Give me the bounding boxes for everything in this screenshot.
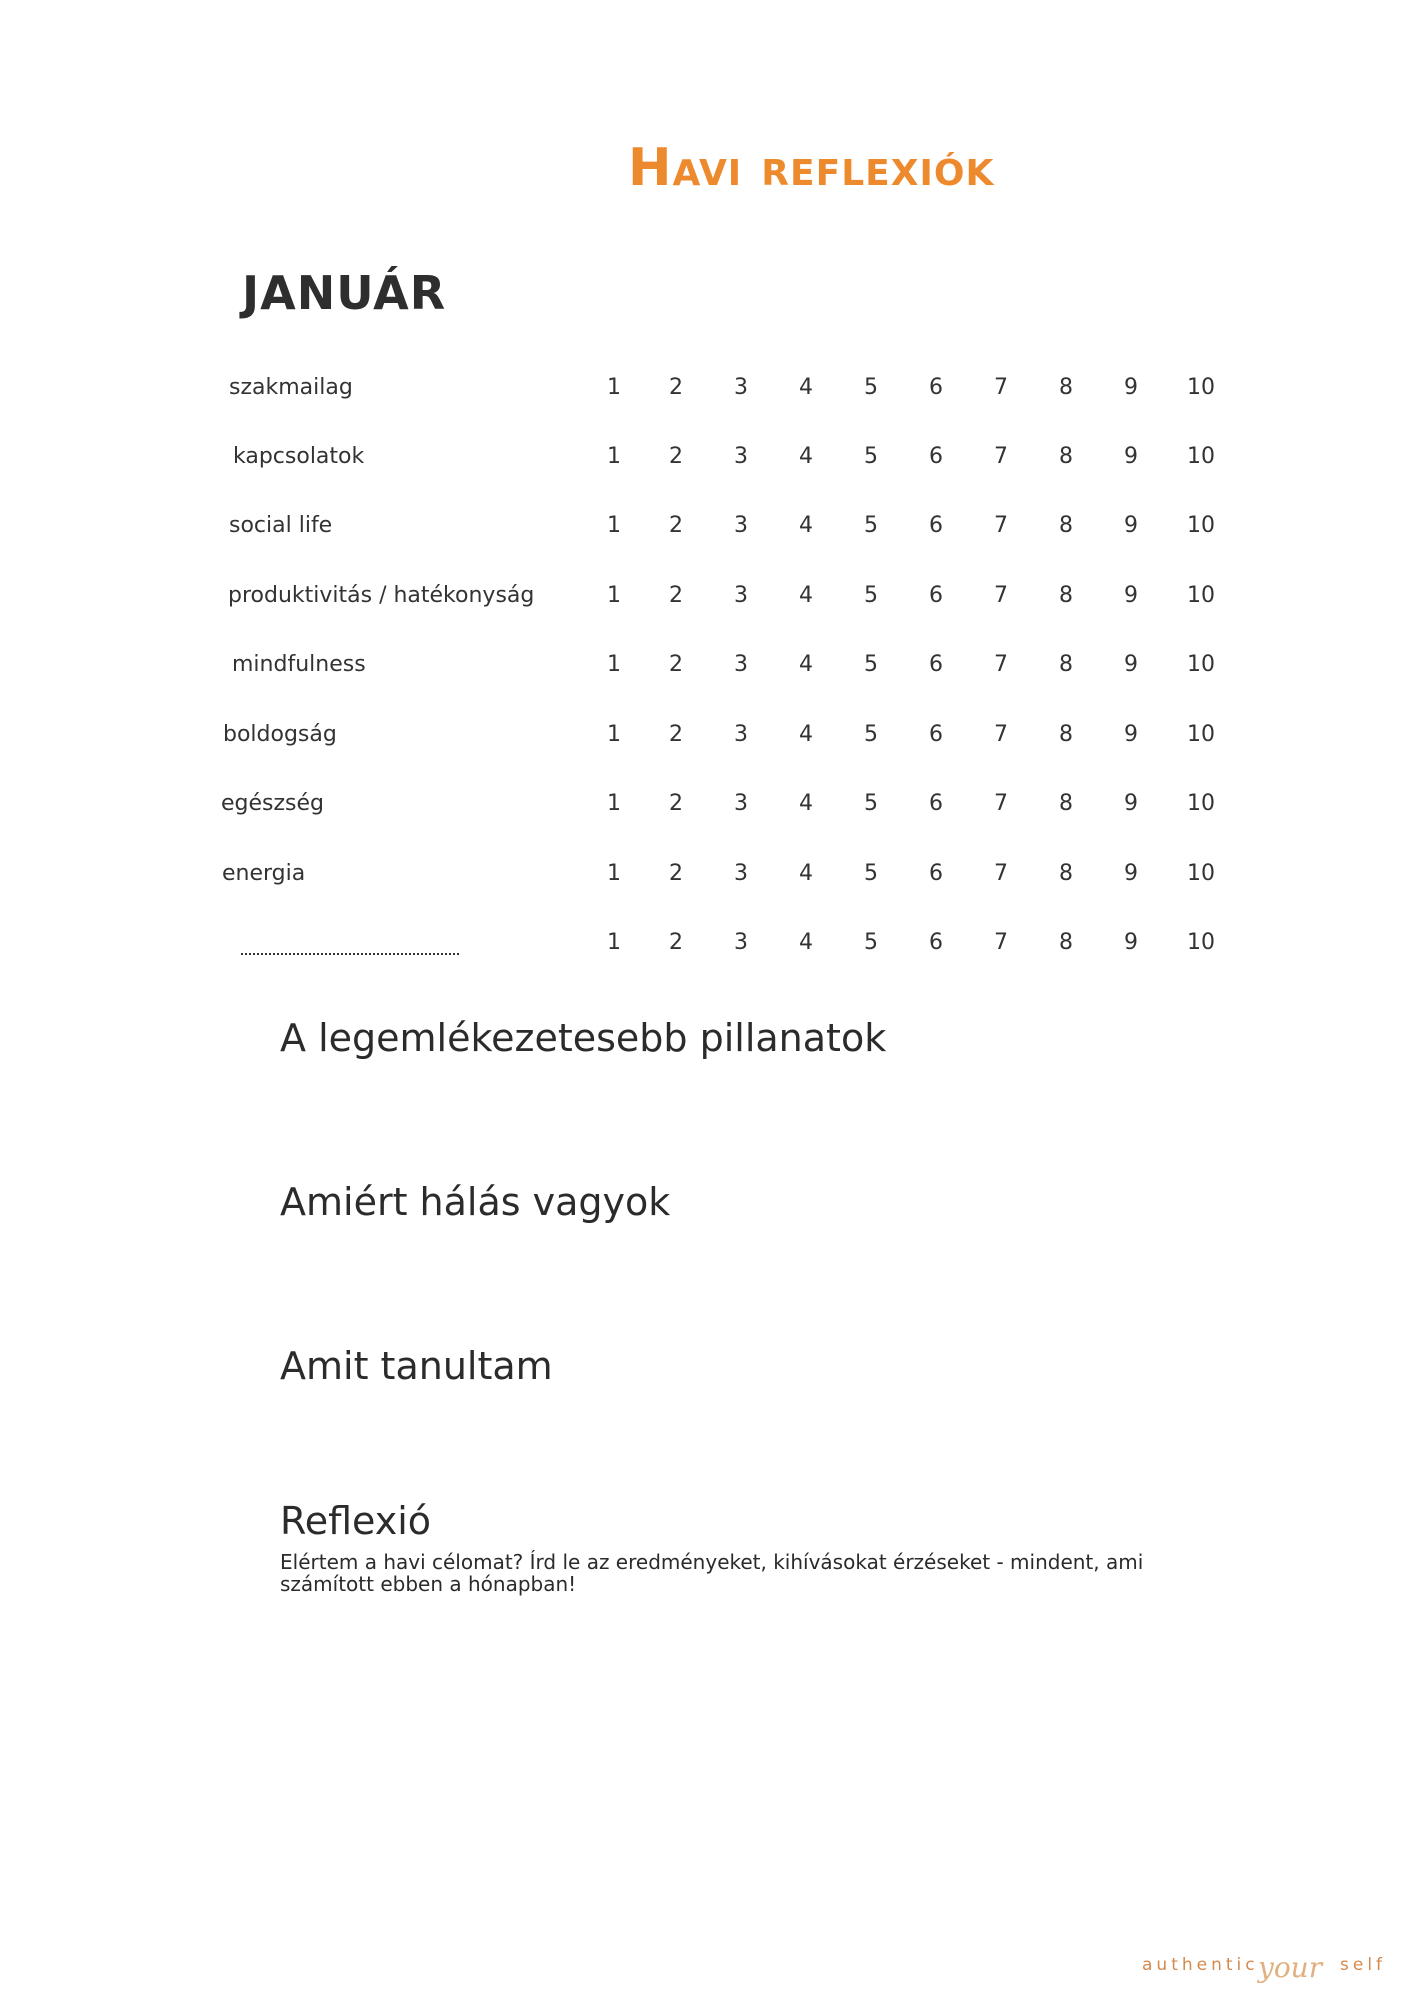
rating-option[interactable]: 2 — [669, 375, 683, 400]
rating-label: kapcsolatok — [233, 444, 365, 469]
rating-option[interactable]: 8 — [1059, 722, 1073, 747]
rating-option[interactable]: 10 — [1187, 513, 1215, 538]
rating-option[interactable]: 10 — [1187, 722, 1215, 747]
rating-label: mindfulness — [232, 652, 366, 677]
rating-option[interactable]: 3 — [734, 513, 748, 538]
rating-option[interactable]: 1 — [607, 791, 621, 816]
brand-right-text: self — [1340, 1955, 1387, 1975]
brand-left-text: authentic — [1142, 1955, 1259, 1975]
rating-option[interactable]: 8 — [1059, 375, 1073, 400]
rating-option[interactable]: 5 — [864, 930, 878, 955]
rating-option[interactable]: 2 — [669, 652, 683, 677]
rating-option[interactable]: 6 — [929, 375, 943, 400]
rating-option[interactable]: 9 — [1124, 930, 1138, 955]
rating-option[interactable]: 5 — [864, 375, 878, 400]
rating-option[interactable]: 6 — [929, 930, 943, 955]
rating-option[interactable]: 5 — [864, 652, 878, 677]
rating-option[interactable]: 6 — [929, 791, 943, 816]
rating-option[interactable]: 5 — [864, 513, 878, 538]
rating-option[interactable]: 7 — [994, 791, 1008, 816]
rating-option[interactable]: 3 — [734, 583, 748, 608]
rating-option[interactable]: 4 — [799, 791, 813, 816]
rating-option[interactable]: 4 — [799, 930, 813, 955]
rating-option[interactable]: 1 — [607, 652, 621, 677]
rating-option[interactable]: 7 — [994, 930, 1008, 955]
rating-option[interactable]: 9 — [1124, 375, 1138, 400]
brand-script-text: your — [1258, 1951, 1323, 1984]
rating-option[interactable]: 6 — [929, 861, 943, 886]
rating-option[interactable]: 6 — [929, 722, 943, 747]
rating-option[interactable]: 7 — [994, 861, 1008, 886]
rating-option[interactable]: 8 — [1059, 791, 1073, 816]
brand-logo — [1142, 1945, 1402, 1985]
rating-row — [0, 576, 1414, 616]
rating-option[interactable]: 3 — [734, 722, 748, 747]
rating-option[interactable]: 1 — [607, 375, 621, 400]
rating-row — [0, 506, 1414, 546]
rating-row — [0, 923, 1414, 963]
rating-option[interactable]: 10 — [1187, 444, 1215, 469]
rating-label: energia — [222, 861, 306, 886]
rating-option[interactable]: 6 — [929, 513, 943, 538]
rating-option[interactable]: 6 — [929, 583, 943, 608]
rating-option[interactable]: 10 — [1187, 861, 1215, 886]
rating-option[interactable]: 5 — [864, 722, 878, 747]
rating-option[interactable]: 1 — [607, 444, 621, 469]
rating-option[interactable]: 4 — [799, 444, 813, 469]
rating-label: boldogság — [223, 722, 337, 747]
rating-option[interactable]: 3 — [734, 444, 748, 469]
section-heading-memorable: A legemlékezetesebb pillanatok — [280, 1016, 887, 1060]
reflection-prompt: Elértem a havi célomat? Írd le az eredményeket, kihívásokat érzéseket - mindent, ami számított ebben a hónapban! — [280, 1550, 1144, 1596]
rating-option[interactable]: 1 — [607, 861, 621, 886]
rating-option[interactable]: 2 — [669, 444, 683, 469]
rating-option[interactable]: 1 — [607, 930, 621, 955]
rating-label: produktivitás / hatékonyság — [228, 583, 535, 608]
rating-option[interactable]: 8 — [1059, 861, 1073, 886]
rating-option[interactable]: 7 — [994, 375, 1008, 400]
rating-option[interactable]: 4 — [799, 513, 813, 538]
rating-option[interactable]: 8 — [1059, 444, 1073, 469]
rating-label: social life — [229, 513, 333, 538]
rating-option[interactable]: 9 — [1124, 861, 1138, 886]
rating-row — [0, 784, 1414, 824]
rating-option[interactable]: 9 — [1124, 444, 1138, 469]
section-heading-reflection: Reflexió — [280, 1499, 432, 1543]
rating-option[interactable]: 5 — [864, 861, 878, 886]
section-heading-learned: Amit tanultam — [280, 1344, 553, 1388]
rating-option[interactable]: 3 — [734, 861, 748, 886]
rating-label: szakmailag — [229, 375, 353, 400]
rating-option[interactable]: 3 — [734, 375, 748, 400]
rating-option[interactable]: 2 — [669, 861, 683, 886]
rating-option[interactable]: 10 — [1187, 652, 1215, 677]
rating-row — [0, 437, 1414, 477]
rating-option[interactable]: 6 — [929, 444, 943, 469]
rating-option[interactable]: 4 — [799, 861, 813, 886]
rating-option[interactable]: 4 — [799, 583, 813, 608]
rating-option[interactable]: 4 — [799, 652, 813, 677]
rating-option[interactable]: 3 — [734, 930, 748, 955]
rating-option[interactable]: 9 — [1124, 583, 1138, 608]
rating-option[interactable]: 10 — [1187, 375, 1215, 400]
rating-row — [0, 368, 1414, 408]
rating-option[interactable]: 7 — [994, 444, 1008, 469]
rating-option[interactable]: 2 — [669, 583, 683, 608]
rating-option[interactable]: 4 — [799, 375, 813, 400]
rating-option[interactable]: 8 — [1059, 930, 1073, 955]
rating-option[interactable]: 4 — [799, 722, 813, 747]
rating-option[interactable]: 9 — [1124, 722, 1138, 747]
rating-option[interactable]: 3 — [734, 652, 748, 677]
month-heading: JANUÁR — [242, 266, 447, 320]
rating-option[interactable]: 2 — [669, 513, 683, 538]
rating-option[interactable]: 7 — [994, 652, 1008, 677]
rating-option[interactable]: 7 — [994, 513, 1008, 538]
rating-option[interactable]: 2 — [669, 722, 683, 747]
rating-option[interactable]: 10 — [1187, 791, 1215, 816]
rating-option[interactable]: 9 — [1124, 791, 1138, 816]
rating-label: egészség — [221, 791, 325, 816]
rating-option[interactable]: 2 — [669, 930, 683, 955]
rating-option[interactable]: 5 — [864, 791, 878, 816]
rating-option[interactable]: 8 — [1059, 583, 1073, 608]
rating-option[interactable]: 5 — [864, 444, 878, 469]
rating-option[interactable]: 9 — [1124, 513, 1138, 538]
rating-row — [0, 854, 1414, 894]
rating-option[interactable]: 8 — [1059, 652, 1073, 677]
rating-option[interactable]: 3 — [734, 791, 748, 816]
section-heading-grateful: Amiért hálás vagyok — [280, 1180, 671, 1224]
rating-option[interactable]: 10 — [1187, 583, 1215, 608]
page-title: Havi reflexiók — [628, 138, 995, 198]
rating-option[interactable]: 1 — [607, 722, 621, 747]
rating-option[interactable]: 9 — [1124, 652, 1138, 677]
rating-option[interactable]: 5 — [864, 583, 878, 608]
rating-option[interactable]: 8 — [1059, 513, 1073, 538]
rating-option[interactable]: 6 — [929, 652, 943, 677]
rating-option[interactable]: 7 — [994, 722, 1008, 747]
rating-option[interactable]: 1 — [607, 513, 621, 538]
rating-row — [0, 715, 1414, 755]
rating-option[interactable]: 7 — [994, 583, 1008, 608]
rating-option[interactable]: 1 — [607, 583, 621, 608]
rating-row — [0, 645, 1414, 685]
rating-option[interactable]: 10 — [1187, 930, 1215, 955]
rating-option[interactable]: 2 — [669, 791, 683, 816]
custom-label-blank[interactable] — [241, 923, 459, 963]
